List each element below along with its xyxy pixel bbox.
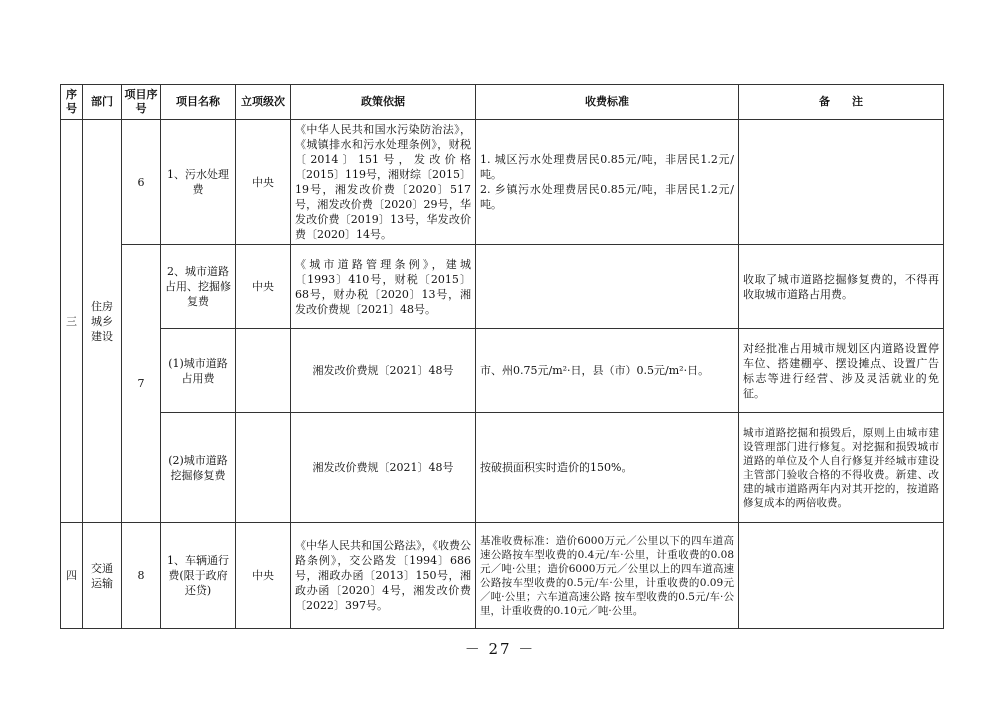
header-level: 立项级次	[236, 85, 291, 120]
item-level	[236, 329, 291, 413]
policy-basis: 《中华人民共和国公路法》，《收费公路条例》，交公路发〔1994〕686号，湘政办函〔2013〕150号，湘政办函〔2020〕4号，湘发改价费〔2022〕397号。	[291, 523, 476, 629]
policy-basis: 《城市道路管理条例》，建城〔1993〕410号，财税〔2015〕68号，财办税〔2020〕13号，湘发改价费规〔2021〕48号。	[291, 245, 476, 329]
header-policy: 政策依据	[291, 85, 476, 120]
item-level: 中央	[236, 245, 291, 329]
fee-standard	[476, 245, 739, 329]
fee-standard: 按破损面积实时造价的150%。	[476, 413, 739, 523]
note	[739, 120, 944, 245]
page-number: － 27 －	[464, 640, 536, 658]
item-no: 6	[122, 120, 161, 245]
header-note: 备 注	[739, 85, 944, 120]
note	[739, 523, 944, 629]
table-row	[61, 523, 944, 629]
item-name: 1、车辆通行费(限于政府还贷)	[161, 523, 236, 629]
item-no: 8	[122, 523, 161, 629]
header-row	[61, 85, 944, 120]
item-name: (2)城市道路挖掘修复费	[161, 413, 236, 523]
header-dept: 部门	[83, 85, 122, 120]
group-dept: 交通运输	[83, 523, 122, 629]
item-name: 1、污水处理费	[161, 120, 236, 245]
note: 对经批准占用城市规划区内道路设置停车位、搭建棚亭、摆设摊点、设置广告标志等进行经营、涉及灵活就业的免征。	[739, 329, 944, 413]
header-seq: 序号	[61, 85, 83, 120]
group-dept: 住房城乡建设	[83, 120, 122, 523]
item-level: 中央	[236, 523, 291, 629]
table-row	[61, 245, 944, 329]
table-row	[61, 413, 944, 523]
group-seq: 三	[61, 120, 83, 523]
note: 收取了城市道路挖掘修复费的，不得再收取城市道路占用费。	[739, 245, 944, 329]
table-row	[61, 120, 944, 245]
note: 城市道路挖掘和损毁后，原则上由城市建设管理部门进行修复。对挖掘和损毁城市道路的单位及个人自行修复并经城市建设主管部门验收合格的不得收费。新建、改建的城市道路两年内对其开挖的，按道路修复成本的两倍收费。	[739, 413, 944, 523]
header-fee: 收费标准	[476, 85, 739, 120]
table-row	[61, 329, 944, 413]
item-level: 中央	[236, 120, 291, 245]
group-seq: 四	[61, 523, 83, 629]
header-item-name: 项目名称	[161, 85, 236, 120]
fee-standard: 市、州0.75元/m²·日，县（市）0.5元/m²·日。	[476, 329, 739, 413]
header-item-no: 项目序号	[122, 85, 161, 120]
fee-table	[60, 84, 944, 629]
fee-standard: 基准收费标准：造价6000万元／公里以下的四车道高速公路按车型收费的0.4元/车·公里，计重收费的0.08元／吨·公里；造价6000万元／公里以上的四车道高速公路按车型收费的0.5元/车·公里，计重收费的0.09元／吨·公里；六车道高速公路 按车型收费的0.5元/车·公里，计重收费的0.10元／吨·公里。	[476, 523, 739, 629]
policy-basis: 湘发改价费规〔2021〕48号	[291, 329, 476, 413]
policy-basis: 湘发改价费规〔2021〕48号	[291, 413, 476, 523]
item-level	[236, 413, 291, 523]
fee-standard: 1. 城区污水处理费居民0.85元/吨，非居民1.2元/吨。 2. 乡镇污水处理费居民0.85元/吨，非居民1.2元/吨。	[476, 120, 739, 245]
policy-basis: 《中华人民共和国水污染防治法》，《城镇排水和污水处理条例》，财税〔2014〕151号，发改价格〔2015〕119号，湘财综〔2015〕19号，湘发改价费〔2020〕517号，湘发改价费〔2020〕29号，华发改价费〔2019〕13号，华发改价费〔2020〕14号。	[291, 120, 476, 245]
item-name: 2、城市道路占用、挖掘修复费	[161, 245, 236, 329]
item-name: (1)城市道路占用费	[161, 329, 236, 413]
item-no: 7	[122, 245, 161, 523]
